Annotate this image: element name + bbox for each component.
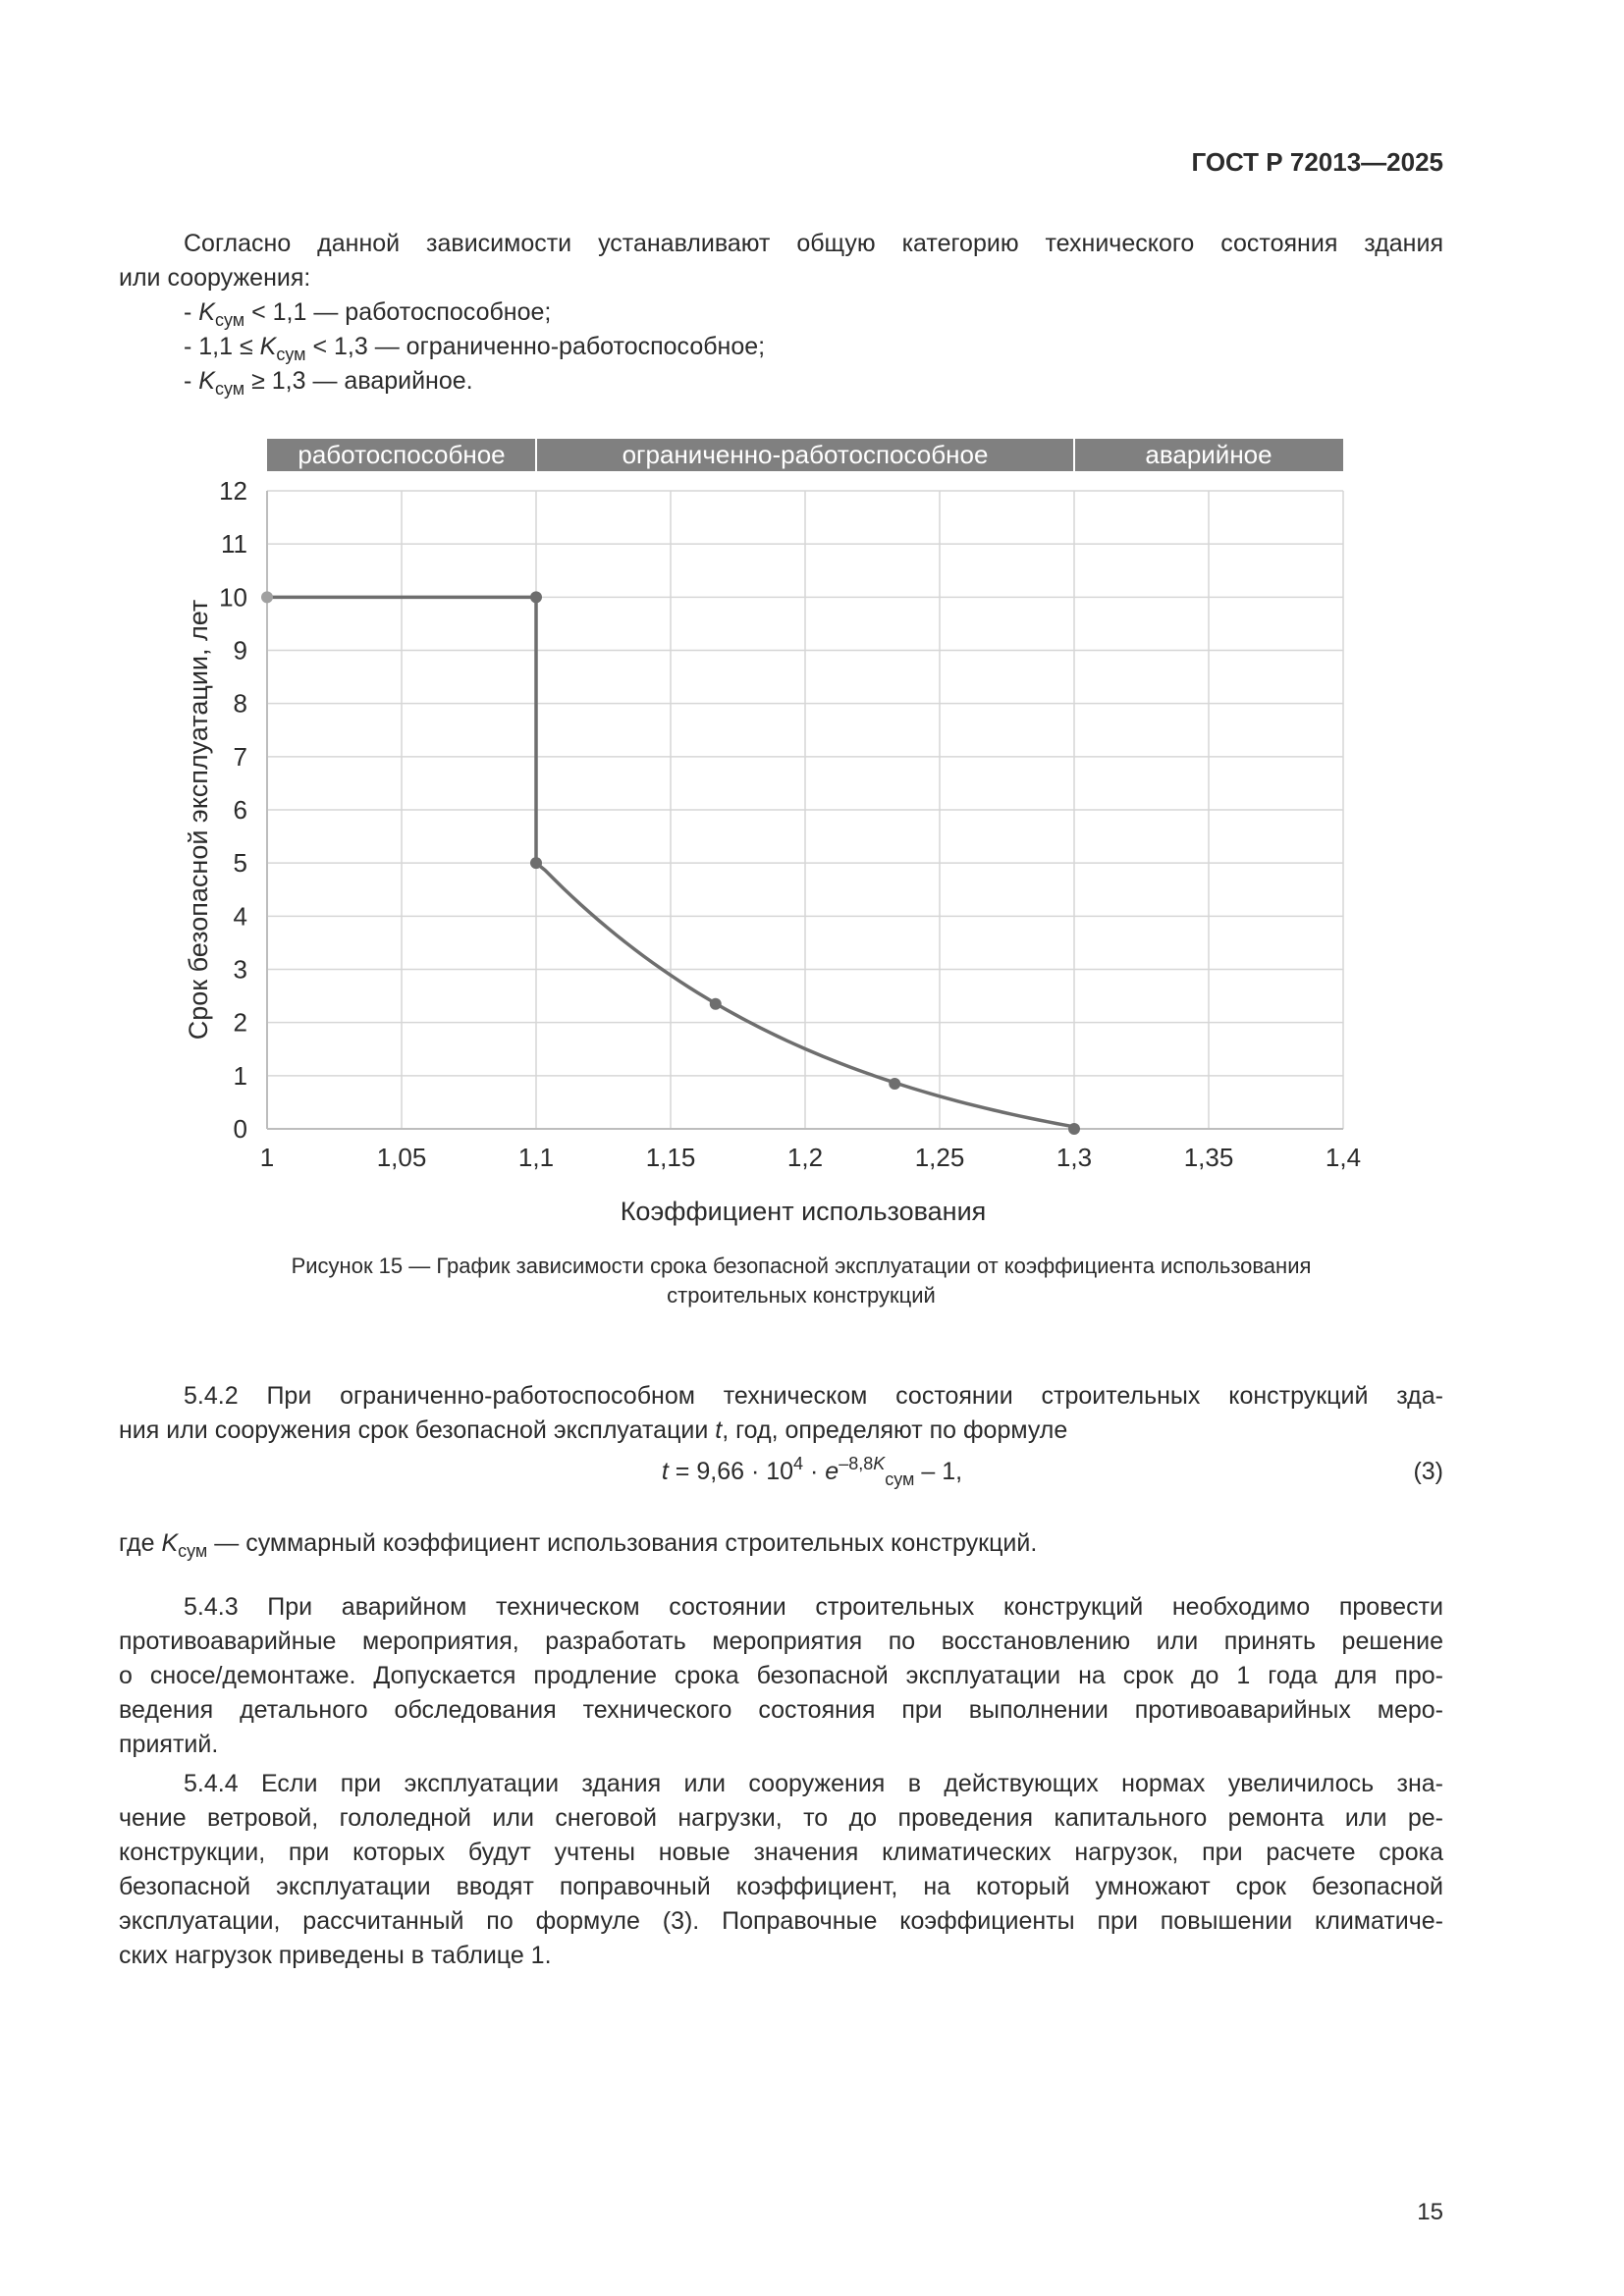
- x-tick-label: 1,4: [1325, 1143, 1362, 1172]
- data-point: [889, 1078, 900, 1090]
- section-5-4-2-line-2: [119, 1414, 1067, 1448]
- formula-eq: = 9,66 · 10: [668, 1458, 794, 1485]
- formula-3: [0, 1454, 1624, 1489]
- where-text: — суммарный коэффициент использования строительных конструкций.: [207, 1529, 1038, 1557]
- where-line: [119, 1526, 1037, 1561]
- y-tick-label: 9: [233, 635, 247, 666]
- formula-power: 4: [793, 1454, 804, 1473]
- section-5-4-2-line-1: 5.4.2 При ограниченно-работоспособном техническом состоянии строительных конструкций зда-: [184, 1382, 1443, 1410]
- section-5-4-4-line: эксплуатации, рассчитанный по формуле (3). Поправочные коэффициенты при повышении климатиче-: [119, 1907, 1443, 1935]
- k-subscript: сум: [178, 1541, 208, 1561]
- x-axis-label: Коэффициент использования: [620, 1197, 987, 1226]
- bullet-prefix: 1,1 ≤: [198, 333, 260, 360]
- y-tick-label: 5: [233, 848, 247, 879]
- x-tick-label: 1: [259, 1143, 275, 1172]
- x-tick-label: 1,15: [645, 1143, 696, 1172]
- section-5-4-3-line: ведения детального обследования технического состояния при выполнении противоаварийных меро-: [119, 1696, 1443, 1724]
- formula-number: (3): [1413, 1458, 1443, 1485]
- k-symbol: K: [259, 333, 277, 360]
- x-tick-label: 1,3: [1056, 1143, 1093, 1172]
- bullet-dash: -: [184, 367, 199, 395]
- bullet-dash: -: [184, 333, 199, 360]
- formula-k-subscript: сум: [885, 1469, 915, 1489]
- y-tick-label: 12: [219, 476, 247, 506]
- y-tick-label: 0: [233, 1114, 247, 1144]
- section-5-4-4-line: чение ветровой, гололедной или снеговой нагрузки, то до проведения капитального ремонта или ре-: [119, 1804, 1443, 1832]
- data-point: [261, 591, 273, 603]
- y-tick-label: 8: [233, 688, 247, 719]
- y-tick-label: 3: [233, 954, 247, 985]
- figure-caption-line-1: Рисунок 15 — График зависимости срока безопасной эксплуатации от коэффициента использования: [291, 1254, 1312, 1278]
- y-axis-label: Срок безопасной эксплуатации, лет: [184, 599, 213, 1041]
- bullet-text: ≥ 1,3 — аварийное.: [244, 367, 473, 395]
- k-symbol: K: [198, 298, 215, 326]
- formula-exponent: [839, 1454, 885, 1473]
- k-subscript: сум: [276, 345, 306, 364]
- figure-caption-line-2: строительных конструкций: [667, 1283, 936, 1308]
- y-tick-label: 4: [233, 901, 247, 932]
- k-symbol: K: [198, 367, 215, 395]
- section-5-4-3-line: 5.4.3 При аварийном техническом состоянии строительных конструкций необходимо провести: [184, 1593, 1443, 1621]
- section-5-4-4-line: конструкции, при которых будут учтены новые значения климатических нагрузок, при расчете срока: [119, 1839, 1443, 1866]
- formula-exp-k: K: [873, 1454, 886, 1473]
- state-bands: [267, 439, 1343, 471]
- x-tick-label: 1,2: [786, 1143, 824, 1172]
- state-band-label: работоспособное: [298, 440, 506, 469]
- intro-line-1: Согласно данной зависимости устанавливают общую категорию технического состояния здания: [184, 230, 1443, 257]
- x-tick-label: 1,05: [376, 1143, 427, 1172]
- y-tick-label: 1: [233, 1060, 247, 1091]
- data-point: [530, 591, 542, 603]
- bullet-text: < 1,1 — работоспособное;: [244, 298, 552, 326]
- document-header: ГОСТ Р 72013—2025: [1191, 147, 1443, 177]
- y-tick-label: 6: [233, 795, 247, 825]
- intro-line-2: или сооружения:: [119, 264, 311, 292]
- x-tick-label: 1,25: [914, 1143, 965, 1172]
- state-band-label: аварийное: [1145, 440, 1272, 469]
- section-5-4-3-line: приятий.: [119, 1731, 219, 1758]
- formula-t: t: [661, 1458, 669, 1485]
- data-point: [530, 857, 542, 869]
- formula-dot: ·: [803, 1458, 826, 1485]
- k-subscript: сум: [214, 379, 245, 399]
- section-5-4-4-line: ских нагрузок приведены в таблице 1.: [119, 1942, 552, 1969]
- section-5-4-4-line: 5.4.4 Если при эксплуатации здания или сооружения в действующих нормах увеличилось зна-: [184, 1770, 1443, 1797]
- formula-e: e: [825, 1458, 839, 1485]
- formula-exp-coef: –8,8: [839, 1454, 874, 1473]
- t-symbol: t: [715, 1416, 723, 1444]
- y-tick-label: 10: [219, 582, 247, 613]
- section-5-4-3-line: о сносе/демонтаже. Допускается продление срока безопасной эксплуатации на срок до 1 года для про-: [119, 1662, 1443, 1689]
- data-point: [1068, 1123, 1080, 1135]
- formula-tail: – 1,: [914, 1458, 963, 1485]
- axis-ticks: [219, 476, 1361, 1172]
- text-fragment: ния или сооружения срок безопасной эксплуатации: [119, 1416, 716, 1444]
- y-tick-label: 7: [233, 741, 247, 772]
- text-fragment: , год, определяют по формуле: [722, 1416, 1068, 1444]
- page-number: 15: [1417, 2199, 1443, 2225]
- bullet-text: < 1,3 — ограниченно-работоспособное;: [305, 333, 766, 360]
- y-tick-label: 11: [221, 529, 247, 560]
- y-tick-label: 2: [233, 1007, 247, 1038]
- data-point: [710, 998, 722, 1010]
- section-5-4-4-line: безопасной эксплуатации вводят поправочный коэффициент, на который умножают срок безопасной: [119, 1873, 1443, 1900]
- where-word: где: [119, 1529, 162, 1557]
- x-tick-label: 1,1: [517, 1143, 555, 1172]
- bullet-dash: -: [184, 298, 199, 326]
- x-tick-label: 1,35: [1183, 1143, 1234, 1172]
- section-5-4-3-line: противоаварийные мероприятия, разработать мероприятия по восстановлению или принять решение: [119, 1628, 1443, 1655]
- state-band-label: ограниченно-работоспособное: [622, 440, 989, 469]
- k-symbol: K: [161, 1529, 179, 1557]
- k-subscript: сум: [214, 310, 245, 330]
- chart-grid: [267, 491, 1343, 1129]
